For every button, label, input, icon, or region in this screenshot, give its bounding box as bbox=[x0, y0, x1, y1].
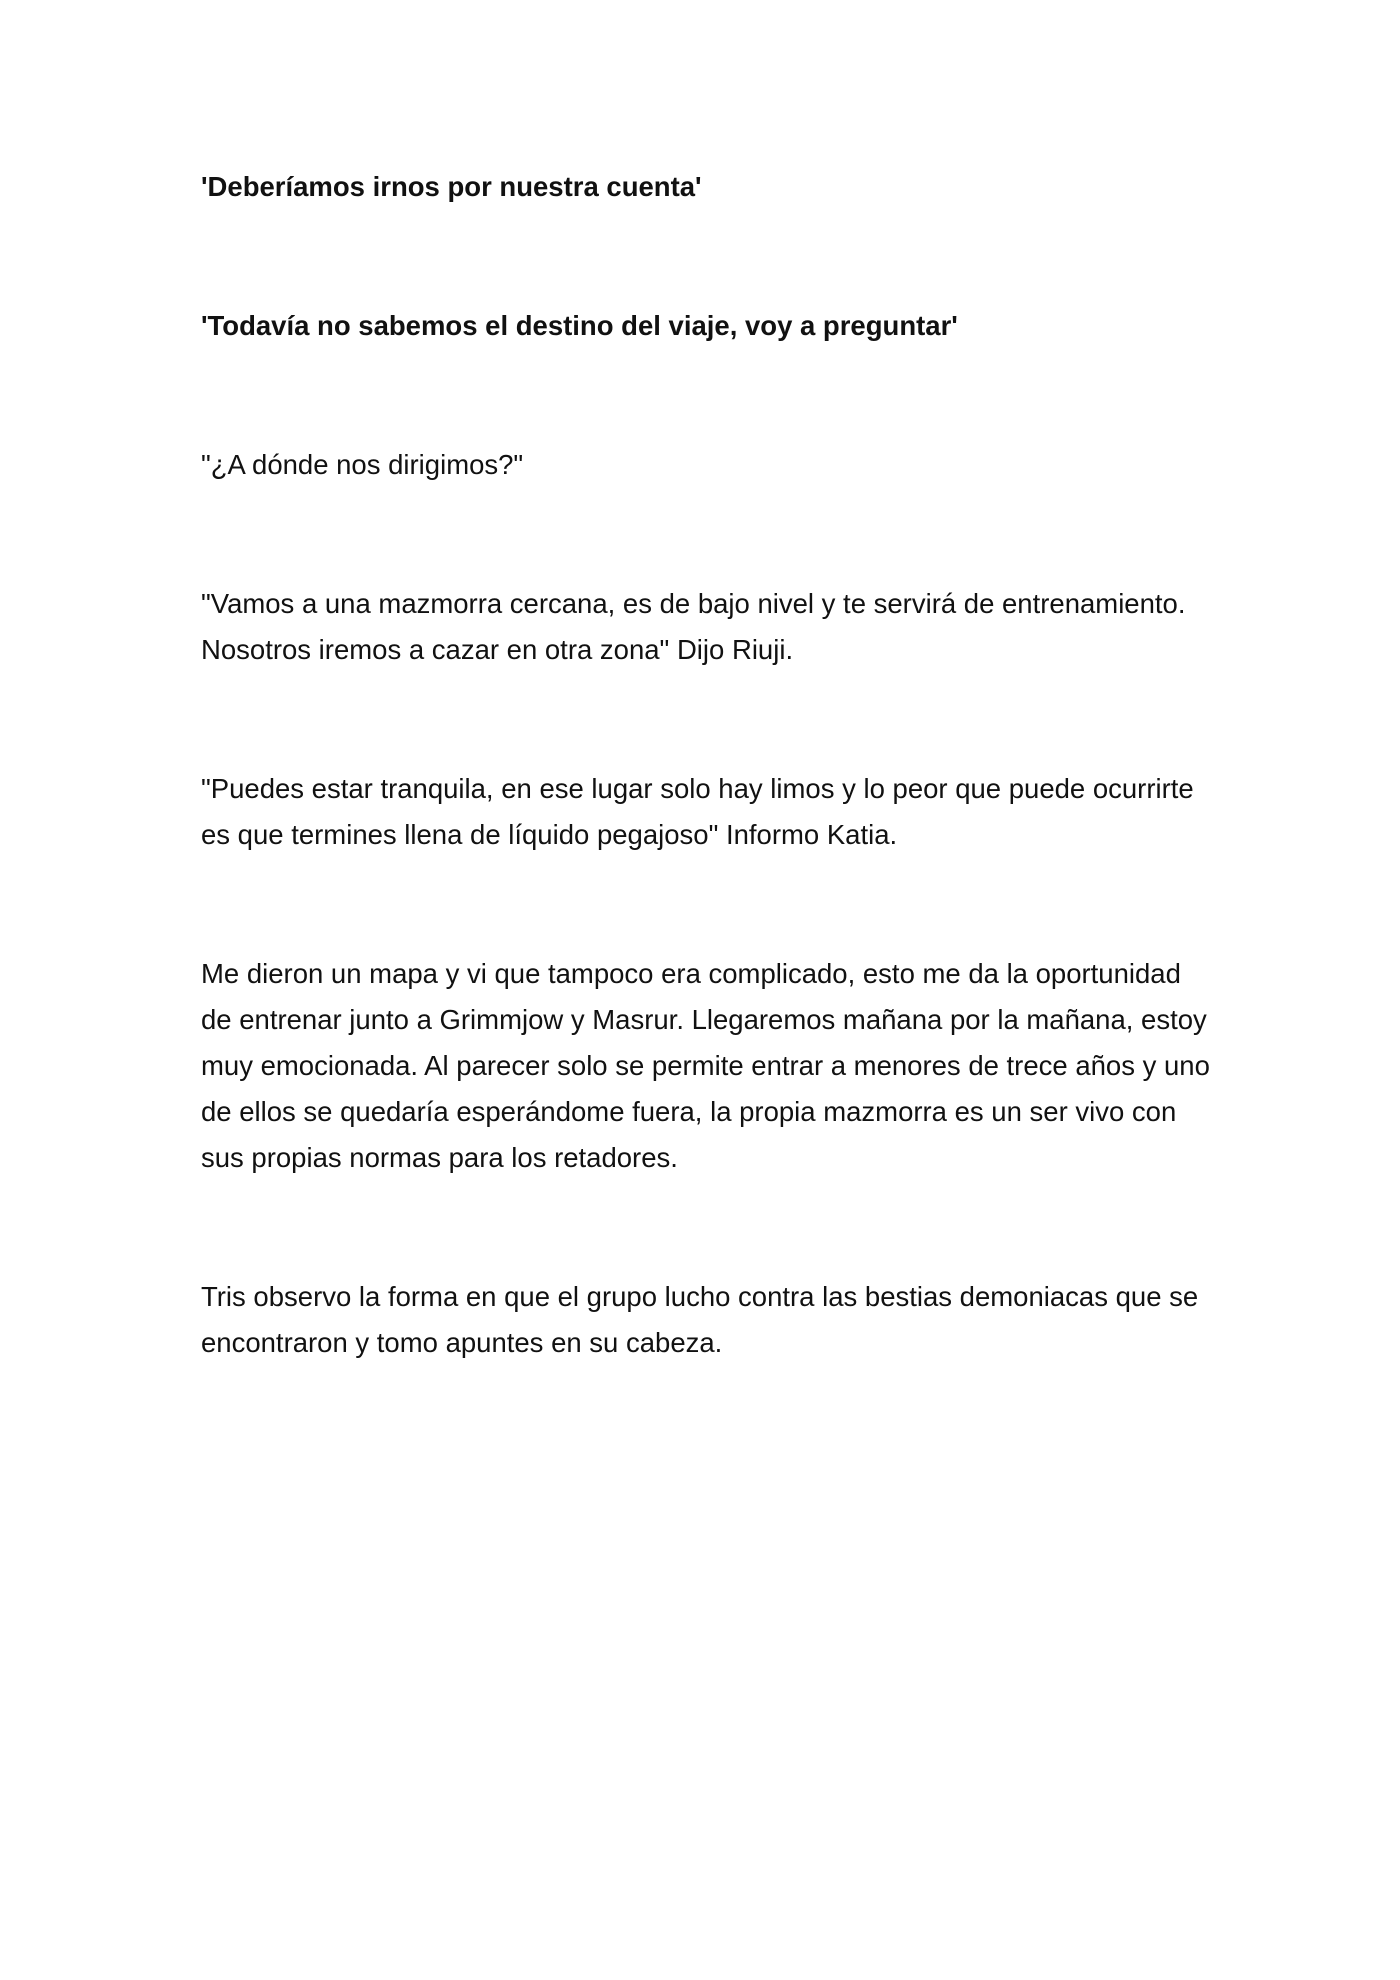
paragraph-7: Tris observo la forma en que el grupo lucho contra las bestias demoniacas que se encontraron y tomo apuntes en su cabeza. bbox=[201, 1281, 1199, 1358]
paragraph-3: "¿A dónde nos dirigimos?" bbox=[201, 449, 524, 480]
paragraph-2: 'Todavía no sabemos el destino del viaje, voy a preguntar' bbox=[201, 310, 958, 341]
paragraph-6: Me dieron un mapa y vi que tampoco era complicado, esto me da la oportunidad de entrenar junto a Grimmjow y Masrur. Llegaremos mañana por la mañana, estoy muy emocionada. Al parecer solo se permite entrar a menores de trece años y uno de ellos se quedaría esperándome fuera, la propia mazmorra es un ser vivo con sus propias normas para los retadores. bbox=[201, 958, 1210, 1173]
paragraph-5: "Puedes estar tranquila, en ese lugar solo hay limos y lo peor que puede ocurrirte es que termines llena de líquido pegajoso" Informo Katia. bbox=[201, 773, 1194, 850]
paragraph-1: 'Deberíamos irnos por nuestra cuenta' bbox=[201, 171, 702, 202]
document-body bbox=[201, 164, 1211, 1366]
paragraph-4: "Vamos a una mazmorra cercana, es de bajo nivel y te servirá de entrenamiento. Nosotros iremos a cazar en otra zona" Dijo Riuji. bbox=[201, 588, 1186, 665]
